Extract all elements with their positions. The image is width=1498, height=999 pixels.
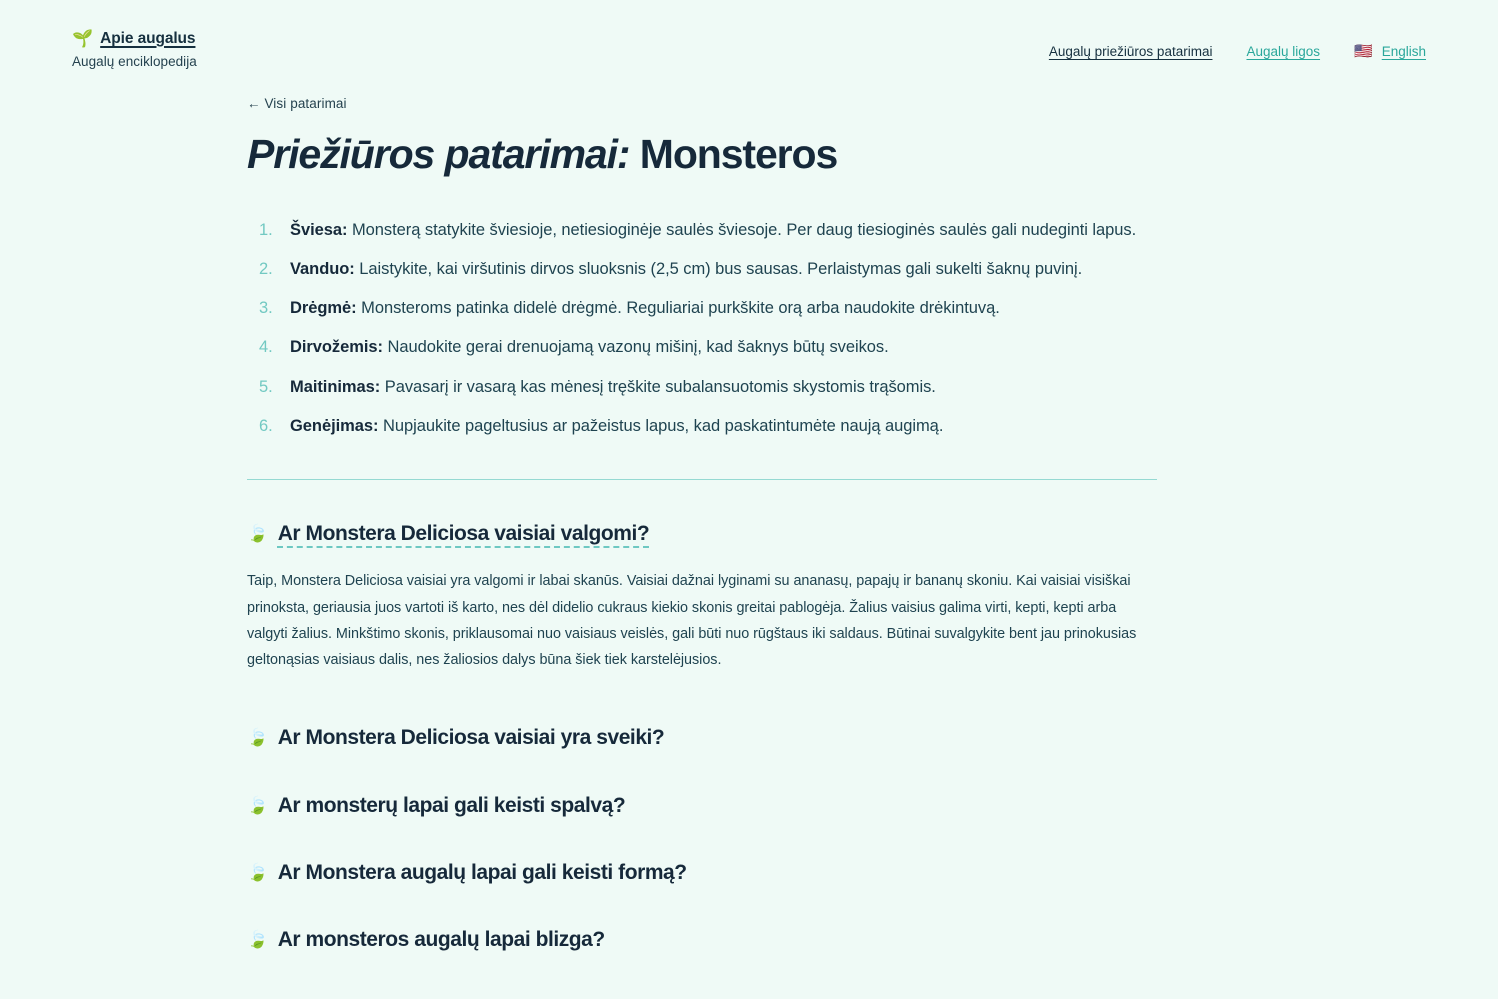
- faq-item: [247, 792, 1157, 819]
- main-content: [247, 92, 1157, 953]
- page-title-rest: Monsteros: [629, 131, 838, 177]
- page-title-emphasis: Priežiūros patarimai:: [247, 131, 630, 177]
- care-tip-text: Nupjaukite pageltusius ar pažeistus lapus, kad paskatintumėte naują augimą.: [378, 416, 944, 435]
- care-tip-text: Pavasarį ir vasarą kas mėnesį tręškite subalansuotomis skystomis trąšomis.: [380, 377, 936, 396]
- care-tip-label: Maitinimas:: [290, 377, 381, 396]
- seedling-icon: 🌱: [72, 29, 94, 48]
- brand[interactable]: [72, 30, 197, 69]
- faq-item: [247, 859, 1157, 886]
- page-title: [247, 132, 1157, 178]
- language-label[interactable]: English: [1381, 44, 1426, 59]
- faq-item: [247, 724, 1157, 751]
- care-tip-text: Naudokite gerai drenuojamą vazonų mišinį, kad šaknys būtų sveikos.: [382, 338, 889, 357]
- brand-tagline: Augalų enciklopedija: [72, 54, 197, 69]
- leaf-fluttering-icon: 🍃: [247, 795, 268, 815]
- care-tip-item: [290, 254, 1157, 284]
- care-tip-text: Laistykite, kai viršutinis dirvos sluoksnis (2,5 cm) bus sausas. Perlaistymas gali sukelti šaknų puvinį.: [354, 260, 1083, 279]
- main-nav: [1049, 44, 1426, 59]
- faq-question-text: Ar Monstera augalų lapai gali keisti formą?: [277, 860, 687, 884]
- care-tip-label: Dirvožemis:: [290, 338, 383, 357]
- faq-item: [247, 520, 1157, 673]
- care-tip-label: Genėjimas:: [290, 416, 379, 435]
- care-tip-label: Šviesa:: [290, 220, 348, 239]
- leaf-fluttering-icon: 🍃: [247, 930, 268, 950]
- brand-row: [72, 30, 197, 47]
- faq-question[interactable]: [247, 859, 1157, 886]
- care-tip-label: Drėgmė:: [290, 299, 357, 318]
- care-tip-text: Monsteroms patinka didelė drėgmė. Reguliariai purkškite orą arba naudokite drėkintuvą.: [356, 299, 1000, 318]
- faq-question[interactable]: [247, 724, 1157, 751]
- faq-question-text: Ar Monstera Deliciosa vaisiai valgomi?: [277, 522, 650, 546]
- care-tip-item: [290, 293, 1157, 323]
- faq-question-text: Ar monsteros augalų lapai blizga?: [277, 928, 605, 952]
- nav-link-care-tips[interactable]: Augalų priežiūros patarimai: [1048, 44, 1213, 59]
- leaf-fluttering-icon: 🍃: [247, 728, 268, 748]
- faq-answer: Taip, Monstera Deliciosa vaisiai yra valgomi ir labai skanūs. Vaisiai dažnai lyginami su ananasų, papajų ir bananų skoniu. Kai vaisiai visiškai prinoksta, geriausia juos vartoti iš karto, nes dėl didelio cukraus kiekio skonis greitai pablogėja. Žalius vaisius galima virti, kepti, kepti arba valgyti žalius. Minkštimo skonis, priklausomai nuo vaisiaus veislės, gali būti nuo rūgštaus iki saldaus. Būtinai suvalgykite bent jau prinokusias geltonąsias vaisiaus dalis, nes žaliosios dalys būna šiek tiek karstelėjusios.: [247, 573, 1137, 668]
- care-tip-item: [290, 372, 1157, 402]
- leaf-fluttering-icon: 🍃: [247, 862, 268, 882]
- faq-question[interactable]: [247, 520, 1157, 547]
- us-flag-icon: 🇺🇸: [1354, 43, 1373, 60]
- leaf-fluttering-icon: 🍃: [247, 524, 268, 544]
- faq-question[interactable]: [247, 792, 1157, 819]
- breadcrumb-back-link[interactable]: ← Visi patarimai: [247, 96, 347, 111]
- faq-question-text: Ar Monstera Deliciosa vaisiai yra sveiki?: [277, 726, 665, 750]
- care-tip-item: [290, 215, 1157, 245]
- care-tip-text: Monsterą statykite šviesioje, netiesioginėje saulės šviesoje. Per daug tiesioginės saulės gali nudeginti lapus.: [347, 220, 1137, 239]
- faq-question[interactable]: [247, 926, 1157, 953]
- care-tips-list: [247, 215, 1157, 441]
- care-tip-label: Vanduo:: [290, 260, 355, 279]
- site-header: [0, 0, 1498, 92]
- faq-question-text: Ar monsterų lapai gali keisti spalvą?: [277, 793, 626, 817]
- faq-item: [247, 926, 1157, 953]
- care-tip-item: [290, 332, 1157, 362]
- nav-link-plant-diseases[interactable]: Augalų ligos: [1246, 44, 1321, 59]
- faq-section: [247, 520, 1157, 953]
- care-tip-item: [290, 411, 1157, 441]
- section-divider: [247, 479, 1157, 480]
- brand-name[interactable]: Apie augalus: [100, 29, 196, 47]
- language-switcher[interactable]: [1354, 44, 1426, 59]
